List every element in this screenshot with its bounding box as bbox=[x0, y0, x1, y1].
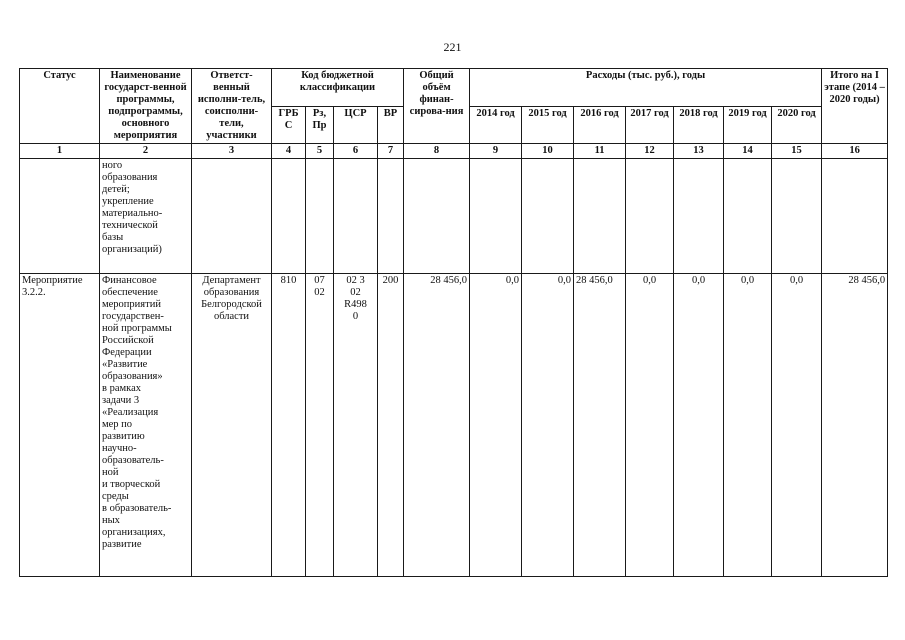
column-number: 6 bbox=[334, 144, 378, 159]
cell-year bbox=[772, 159, 822, 274]
table-row bbox=[20, 274, 888, 577]
cell-status bbox=[20, 159, 100, 274]
header-csr: ЦСР bbox=[334, 106, 378, 144]
cell-stage-total: 28 456,0 bbox=[822, 274, 888, 577]
column-number: 4 bbox=[272, 144, 306, 159]
column-number: 5 bbox=[306, 144, 334, 159]
column-number: 15 bbox=[772, 144, 822, 159]
cell-year-2018: 0,0 bbox=[674, 274, 724, 577]
column-number: 16 bbox=[822, 144, 888, 159]
cell-year bbox=[470, 159, 522, 274]
budget-table bbox=[19, 68, 888, 577]
column-number: 8 bbox=[404, 144, 470, 159]
page-number: 221 bbox=[443, 40, 462, 54]
column-number: 7 bbox=[378, 144, 404, 159]
header-row-1 bbox=[20, 69, 888, 107]
header-expenses: Расходы (тыс. руб.), годы bbox=[470, 69, 822, 107]
header-year-2015: 2015 год bbox=[522, 106, 574, 144]
cell-grbs bbox=[272, 159, 306, 274]
cell-responsible bbox=[192, 159, 272, 274]
header-rz-pr: Рз, Пр bbox=[306, 106, 334, 144]
cell-total bbox=[404, 159, 470, 274]
cell-year-2014: 0,0 bbox=[470, 274, 522, 577]
column-number: 11 bbox=[574, 144, 626, 159]
header-year-2017: 2017 год bbox=[626, 106, 674, 144]
cell-total: 28 456,0 bbox=[404, 274, 470, 577]
cell-csr bbox=[334, 159, 378, 274]
cell-stage-total bbox=[822, 159, 888, 274]
header-year-2018: 2018 год bbox=[674, 106, 724, 144]
cell-vr: 200 bbox=[378, 274, 404, 577]
cell-responsible: Департамент образования Белгородской области bbox=[192, 274, 272, 577]
header-year-2014: 2014 год bbox=[470, 106, 522, 144]
header-year-2019: 2019 год bbox=[724, 106, 772, 144]
header-grbs: ГРБ С bbox=[272, 106, 306, 144]
header-status: Статус bbox=[20, 69, 100, 144]
cell-year bbox=[574, 159, 626, 274]
column-number: 14 bbox=[724, 144, 772, 159]
header-vr: ВР bbox=[378, 106, 404, 144]
cell-status: Мероприятие 3.2.2. bbox=[20, 274, 100, 577]
header-responsible: Ответст-венный исполни-тель, соисполни-тели, участники bbox=[192, 69, 272, 144]
header-year-2020: 2020 год bbox=[772, 106, 822, 144]
header-year-2016: 2016 год bbox=[574, 106, 626, 144]
column-number: 9 bbox=[470, 144, 522, 159]
cell-name: ного образования детей; укрепление материально- технической базы организаций) bbox=[100, 159, 192, 274]
column-number: 13 bbox=[674, 144, 724, 159]
column-number: 10 bbox=[522, 144, 574, 159]
cell-year bbox=[626, 159, 674, 274]
header-stage-total: Итого на I этапе (2014 – 2020 годы) bbox=[822, 69, 888, 144]
column-number: 3 bbox=[192, 144, 272, 159]
cell-grbs: 810 bbox=[272, 274, 306, 577]
header-name: Наименование государст-венной программы, подпрограммы, основного мероприятия bbox=[100, 69, 192, 144]
cell-year bbox=[724, 159, 772, 274]
column-number-row bbox=[20, 144, 888, 159]
column-number: 2 bbox=[100, 144, 192, 159]
cell-rz-pr bbox=[306, 159, 334, 274]
cell-csr: 02 3 02 R498 0 bbox=[334, 274, 378, 577]
column-number: 1 bbox=[20, 144, 100, 159]
cell-year-2016: 28 456,0 bbox=[574, 274, 626, 577]
cell-rz-pr: 07 02 bbox=[306, 274, 334, 577]
cell-vr bbox=[378, 159, 404, 274]
header-total-volume: Общий объём финан-сирова-ния bbox=[404, 69, 470, 144]
cell-year bbox=[674, 159, 724, 274]
table-row-continued bbox=[20, 159, 888, 274]
column-number: 12 bbox=[626, 144, 674, 159]
cell-year-2020: 0,0 bbox=[772, 274, 822, 577]
cell-year-2019: 0,0 bbox=[724, 274, 772, 577]
cell-year bbox=[522, 159, 574, 274]
header-budget-code: Код бюджетной классификации bbox=[272, 69, 404, 107]
cell-year-2017: 0,0 bbox=[626, 274, 674, 577]
cell-year-2015: 0,0 bbox=[522, 274, 574, 577]
cell-name: Финансовое обеспечение мероприятий государствен- ной программы Российской Федерации «Развитие образования» в рамках задачи 3 «Реализация мер по развитию научно- образователь- ной и творческой среды в образователь- ных организациях, развитие bbox=[100, 274, 192, 577]
